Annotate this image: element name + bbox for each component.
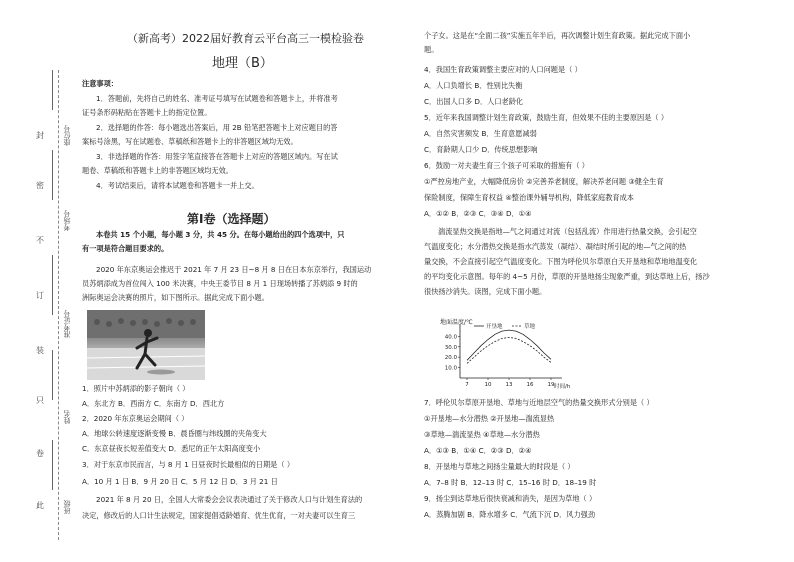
exam-subtitle: 地理（B）: [212, 56, 273, 71]
binding-char: 订: [36, 291, 44, 300]
question-1-options: A．东北方 B．西南方 C．东南方 D．西北方: [82, 399, 225, 408]
exam-room-label: 考场号: [63, 210, 71, 231]
question-2: 2．2020 年东京奥运会期间（ ）: [82, 414, 189, 423]
notice-line: 3．非选择题的作答：用签字笔直接答在答题卡上对应的答题区域内。写在试: [96, 152, 338, 161]
question-1: 1．照片中苏炳添的影子朝向（ ）: [82, 384, 190, 393]
notice-line: 1．答题前，先将自己的姓名、准考证号填写在试题卷和答题卡上，并将准考: [96, 94, 338, 103]
passage-line: 个子女。这是在“全面二孩”实施五年半后，再次调整计划生育政策。据此完成下面小: [424, 31, 691, 40]
question-4-options: A．人口负增长 B．性别比失衡: [424, 81, 523, 90]
binding-char: 装: [36, 346, 44, 355]
legend-label: 开垦地: [486, 324, 503, 330]
section-title: 第Ⅰ卷（选择题）: [187, 212, 276, 226]
series-line-reclaimed-land: [467, 330, 551, 360]
question-6-options: A．①② B．②③ C．③④ D．①④: [424, 209, 532, 218]
sprinter-photo: [87, 310, 205, 380]
fold-line: [58, 70, 59, 540]
fill-line: [52, 440, 53, 490]
notice-line: 案标号涂黑，写在试题卷、草稿纸和答题卡上的非答题区域均无效。: [82, 137, 298, 146]
x-tick-label: 19: [547, 382, 555, 388]
question-5-options: C．育龄期人口少 D．传统思想影响: [424, 145, 538, 154]
notice-line: 题卷、草稿纸和答题卡上的非答题区域均无效。: [82, 166, 233, 175]
question-6: 6．鼓励一对夫妻生育三个孩子可采取的措施有（ ）: [424, 161, 589, 170]
passage-line: 2021 年 8 月 20 日，全国人大常委会会议表决通过了关于修改人口与计划生育法的: [96, 495, 363, 504]
question-5: 5．近年来我国调整计划生育政策，鼓励生育，但效果不佳的主要原因是（ ）: [424, 113, 669, 122]
notice-line: 证号条形码粘贴在答题卡上的指定位置。: [82, 108, 212, 117]
question-7-options: A．①③ B．①④ C．②③ D．②④: [424, 446, 532, 455]
question-8: 8．开垦地与草地之间扬尘量最大的时段是（ ）: [424, 462, 575, 471]
section-desc: 本卷共 15 个小题，每小题 3 分，共 45 分。在每小题给出的四个选项中，只: [96, 230, 345, 239]
passage-line: 量交换，不会直接引起空气温度变化。下图为呼伦贝尔草原白天开垦地和草地地温变化: [424, 257, 698, 266]
question-4: 4．我国生育政策调整主要应对的人口问题是（ ）: [424, 65, 582, 74]
x-tick-label: 7: [465, 382, 469, 388]
binding-char: 卷: [36, 449, 44, 458]
seat-number-label: 座位号: [63, 125, 71, 146]
binding-char: 不: [36, 236, 44, 245]
question-8-options: A．7–8 时 B．12–13 时 C．15–16 时 D．18–19 时: [424, 478, 597, 487]
fill-line: [52, 255, 53, 315]
x-tick-label: 10: [484, 382, 492, 388]
passage-line: 题。: [424, 45, 439, 54]
temperature-chart-svg: [438, 318, 578, 390]
y-tick-label: 30.0: [444, 344, 457, 351]
series-line-grassland: [467, 337, 551, 363]
binding-char: 封: [36, 131, 44, 140]
class-label: 班级: [63, 500, 71, 514]
passage-line: 的平均变化示意图。每年的 4~5 月份，草原的开垦地扬尘现象严重，到达草地上后，扬沙: [424, 272, 710, 281]
x-tick-label: 13: [505, 382, 513, 388]
passage-line: 洲际奥运会决赛的照片，如下图所示。据此完成下面小题。: [82, 293, 269, 302]
notice-line: 4．考试结束后，请将本试题卷和答题卡一并上交。: [96, 181, 259, 190]
passage-line: 决定，修改后的人口计生法规定，国家提倡适龄婚育、优生优育，一对夫妻可以生育三: [82, 511, 356, 520]
notice-heading: 注意事项：: [82, 79, 118, 88]
binding-char: 密: [36, 181, 44, 190]
name-label: 姓名: [63, 410, 71, 424]
temperature-chart: [438, 318, 578, 390]
question-3-options: A．10 月 1 日 B．9 月 20 日 C．5 月 12 日 D．3 月 21 日: [82, 477, 278, 486]
question-6-statements: 保险制度，保障生育权益 ④整治课外辅导机构，降低家庭教育成本: [424, 193, 634, 202]
exam-title: （新高考）2022届好教育云平台高三一模检验卷: [127, 32, 364, 45]
passage-line: 湍流显热交换是指地—气之间通过对流（包括乱流）作用进行热量交换，会引起空: [438, 227, 697, 236]
question-9-options: A．蒸腾加剧 B．降水增多 C．气流下沉 D．风力强劲: [424, 510, 596, 519]
question-7-statements: ①开垦地—水分潜热 ②开垦地—湍流显热: [424, 414, 555, 423]
question-2-options: C．东京昼夜长短差值变大 D．悉尼的正午太阳高度变小: [82, 444, 261, 453]
x-axis-label: 时间/h: [554, 384, 571, 390]
x-tick-label: 16: [526, 382, 534, 388]
passage-line: 气温度变化；水分潜热交换是指水汽蒸发（凝结）、凝结时所引起的地—气之间的热: [424, 242, 687, 251]
fill-line: [52, 350, 53, 400]
notice-line: 2．选择题的作答：每小题选出答案后，用 2B 铅笔把答题卡上对应题目的答: [96, 123, 338, 132]
question-5-options: A．自然灾害频发 B．生育意愿减弱: [424, 129, 537, 138]
passage-line: 很快扬沙消失。读图，完成下面小题。: [424, 287, 547, 296]
legend-label: 草地: [524, 324, 536, 330]
section-desc: 有一项是符合题目要求的。: [82, 244, 169, 253]
binding-char: 此: [36, 501, 44, 510]
fill-line: [52, 150, 53, 200]
passage-line: 2020 年东京奥运会推迟于 2021 年 7 月 23 日~8 月 8 日在日本东京举行，我国运动: [96, 265, 372, 274]
y-tick-label: 20.0: [444, 355, 457, 362]
question-3: 3．对于东京市民而言，与 8 月 1 日昼夜时长最相似的日期是（ ）: [82, 460, 295, 469]
question-7-statements: ③草地—湍流显热 ④草地—水分潜热: [424, 430, 540, 439]
y-axis-label: 地面温度/℃: [440, 319, 473, 326]
question-4-options: C．出国人口多 D．人口老龄化: [424, 97, 524, 106]
question-6-statements: ①严控房地产业，大幅降低房价 ②完善养老制度，解决养老问题 ③健全生育: [424, 177, 664, 186]
question-7: 7．呼伦贝尔草原开垦地、草地与近地层空气的热量交换形式分别是（ ）: [424, 398, 654, 407]
binding-char: 只: [36, 396, 44, 405]
fill-line: [52, 70, 53, 110]
y-tick-label: 10.0: [444, 365, 457, 372]
passage-line: 员苏炳添成为首位闯入 100 米决赛，中央王委节目 8 月 1 日现场转播了苏炳添 9 时的: [82, 279, 358, 288]
question-9: 9．扬尘到达草地后很快衰减和消失，是因为草地（ ）: [424, 494, 597, 503]
y-tick-label: 40.0: [444, 334, 457, 341]
admission-number-label: 准考证号: [63, 310, 71, 338]
question-2-options: A．地球公转速度逐渐变慢 B．晨昏圈与纬线圈的夹角变大: [82, 429, 267, 438]
